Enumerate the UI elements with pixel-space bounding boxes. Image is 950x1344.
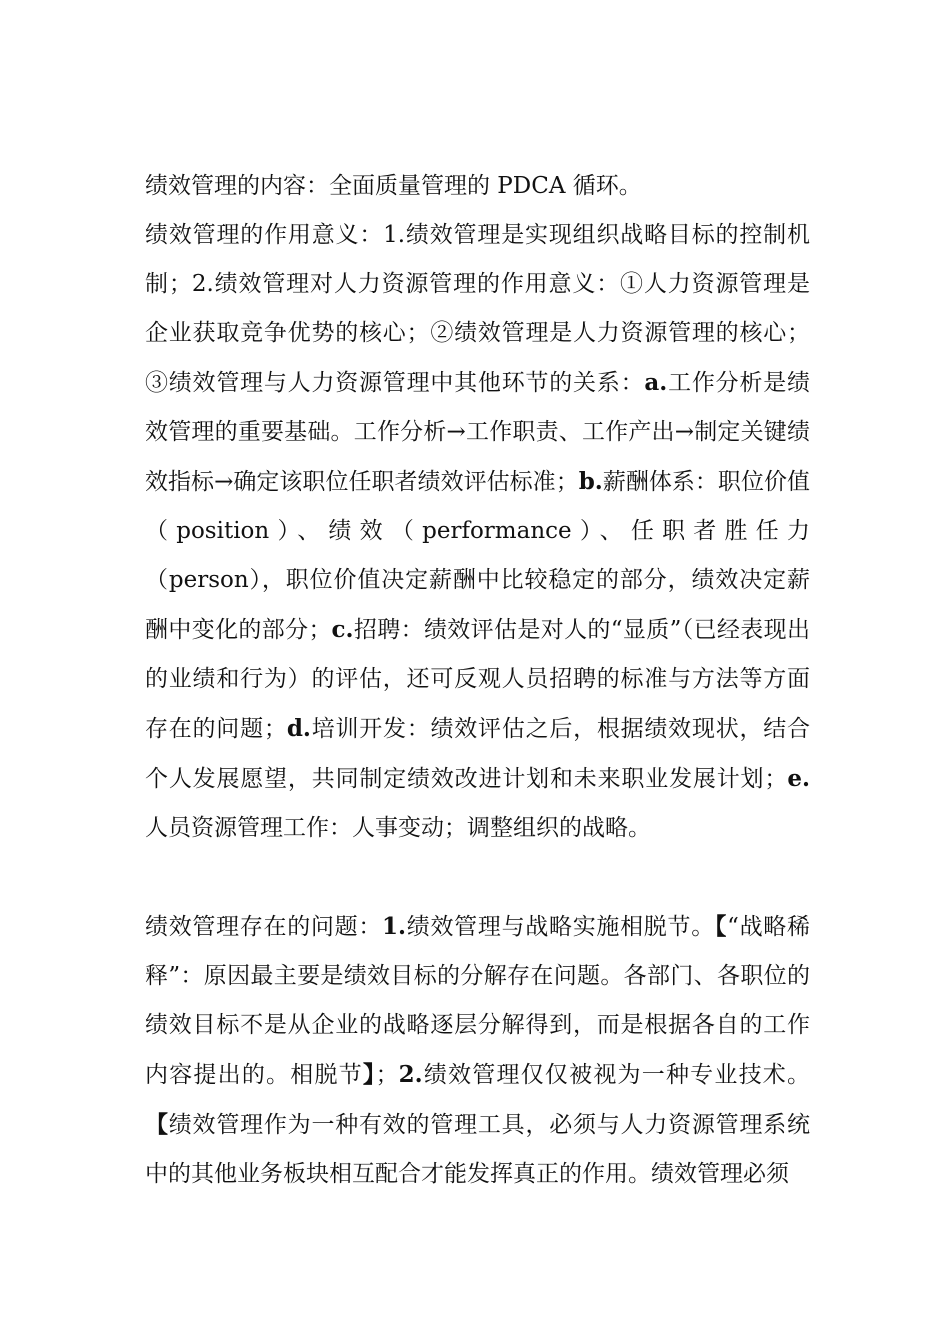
text-segment: 绩效管理的内容：全面质量管理的 PDCA 循环。 [145,173,642,199]
bold-marker: b. [578,468,603,495]
text-segment: 绩效管理存在的问题： [145,914,383,940]
text-segment: 招聘：绩效评估是对人的“显质”（已经表现出的业绩和行为）的评估，还可反观人员招聘的标准与方法等方面存在的问题； [145,617,810,742]
text-segment: 绩效管理作为一种有效的管理工具，必须与人力资源管理系统中的其他业务板块相互配合才能发挥真正的作用。绩效管理必须 [145,1112,811,1187]
text-segment: 绩效管理的作用意义：1.绩效管理是实现组织战略目标的控制机制；2.绩效管理对人力资源管理的作用意义：①人力资源管理是企业获取竞争优势的核心；②绩效管理是人力资源管理的核心；③绩效管理与人力资源管理中其他环节的关系： [145,222,810,396]
bold-marker: c. [331,616,354,643]
text-segment: 绩效管理与战略实施相脱节。 [406,914,715,940]
bold-marker: d. [286,715,311,742]
bold-marker: 2. [398,1061,423,1088]
bold-bracket: 】 [362,1061,376,1088]
text-segment: 绩效管理仅仅被视为一种专业技术。 [422,1062,811,1088]
paragraph-problems [145,902,810,1199]
document-body [145,162,810,1199]
paragraph-spacer [145,853,810,902]
bold-bracket: 【 [714,913,728,940]
paragraph-pdca [145,162,810,211]
bold-bracket: 【 [145,1111,169,1138]
bold-marker: 1. [382,913,407,940]
text-segment: “战略稀释”：原因最主要是绩效目标的分解存在问题。各部门、各职位的绩效目标不是从企业的战略逐层分解得到，而是根据各自的工作内容提出的。相脱节 [145,914,811,1088]
bold-marker: e. [787,765,810,792]
text-segment: 培训开发：绩效评估之后，根据绩效现状，结合个人发展愿望，共同制定绩效改进计划和未来职业发展计划； [145,716,810,792]
text-segment: 人员资源管理工作：人事变动；调整组织的战略。 [145,815,651,841]
bold-marker: a. [644,369,668,396]
text-segment: ； [375,1062,399,1088]
paragraph-role-significance [145,211,810,853]
text-segment: 工作分析是绩效管理的重要基础。工作分析→工作职责、工作产出→制定关键绩效指标→确定该职位任职者绩效评估标准； [145,370,811,495]
text-segment: 薪酬体系：职位价值（position）、绩效（performance）、任职者胜任力（person），职位价值决定薪酬中比较稳定的部分，绩效决定薪酬中变化的部分； [145,469,811,643]
